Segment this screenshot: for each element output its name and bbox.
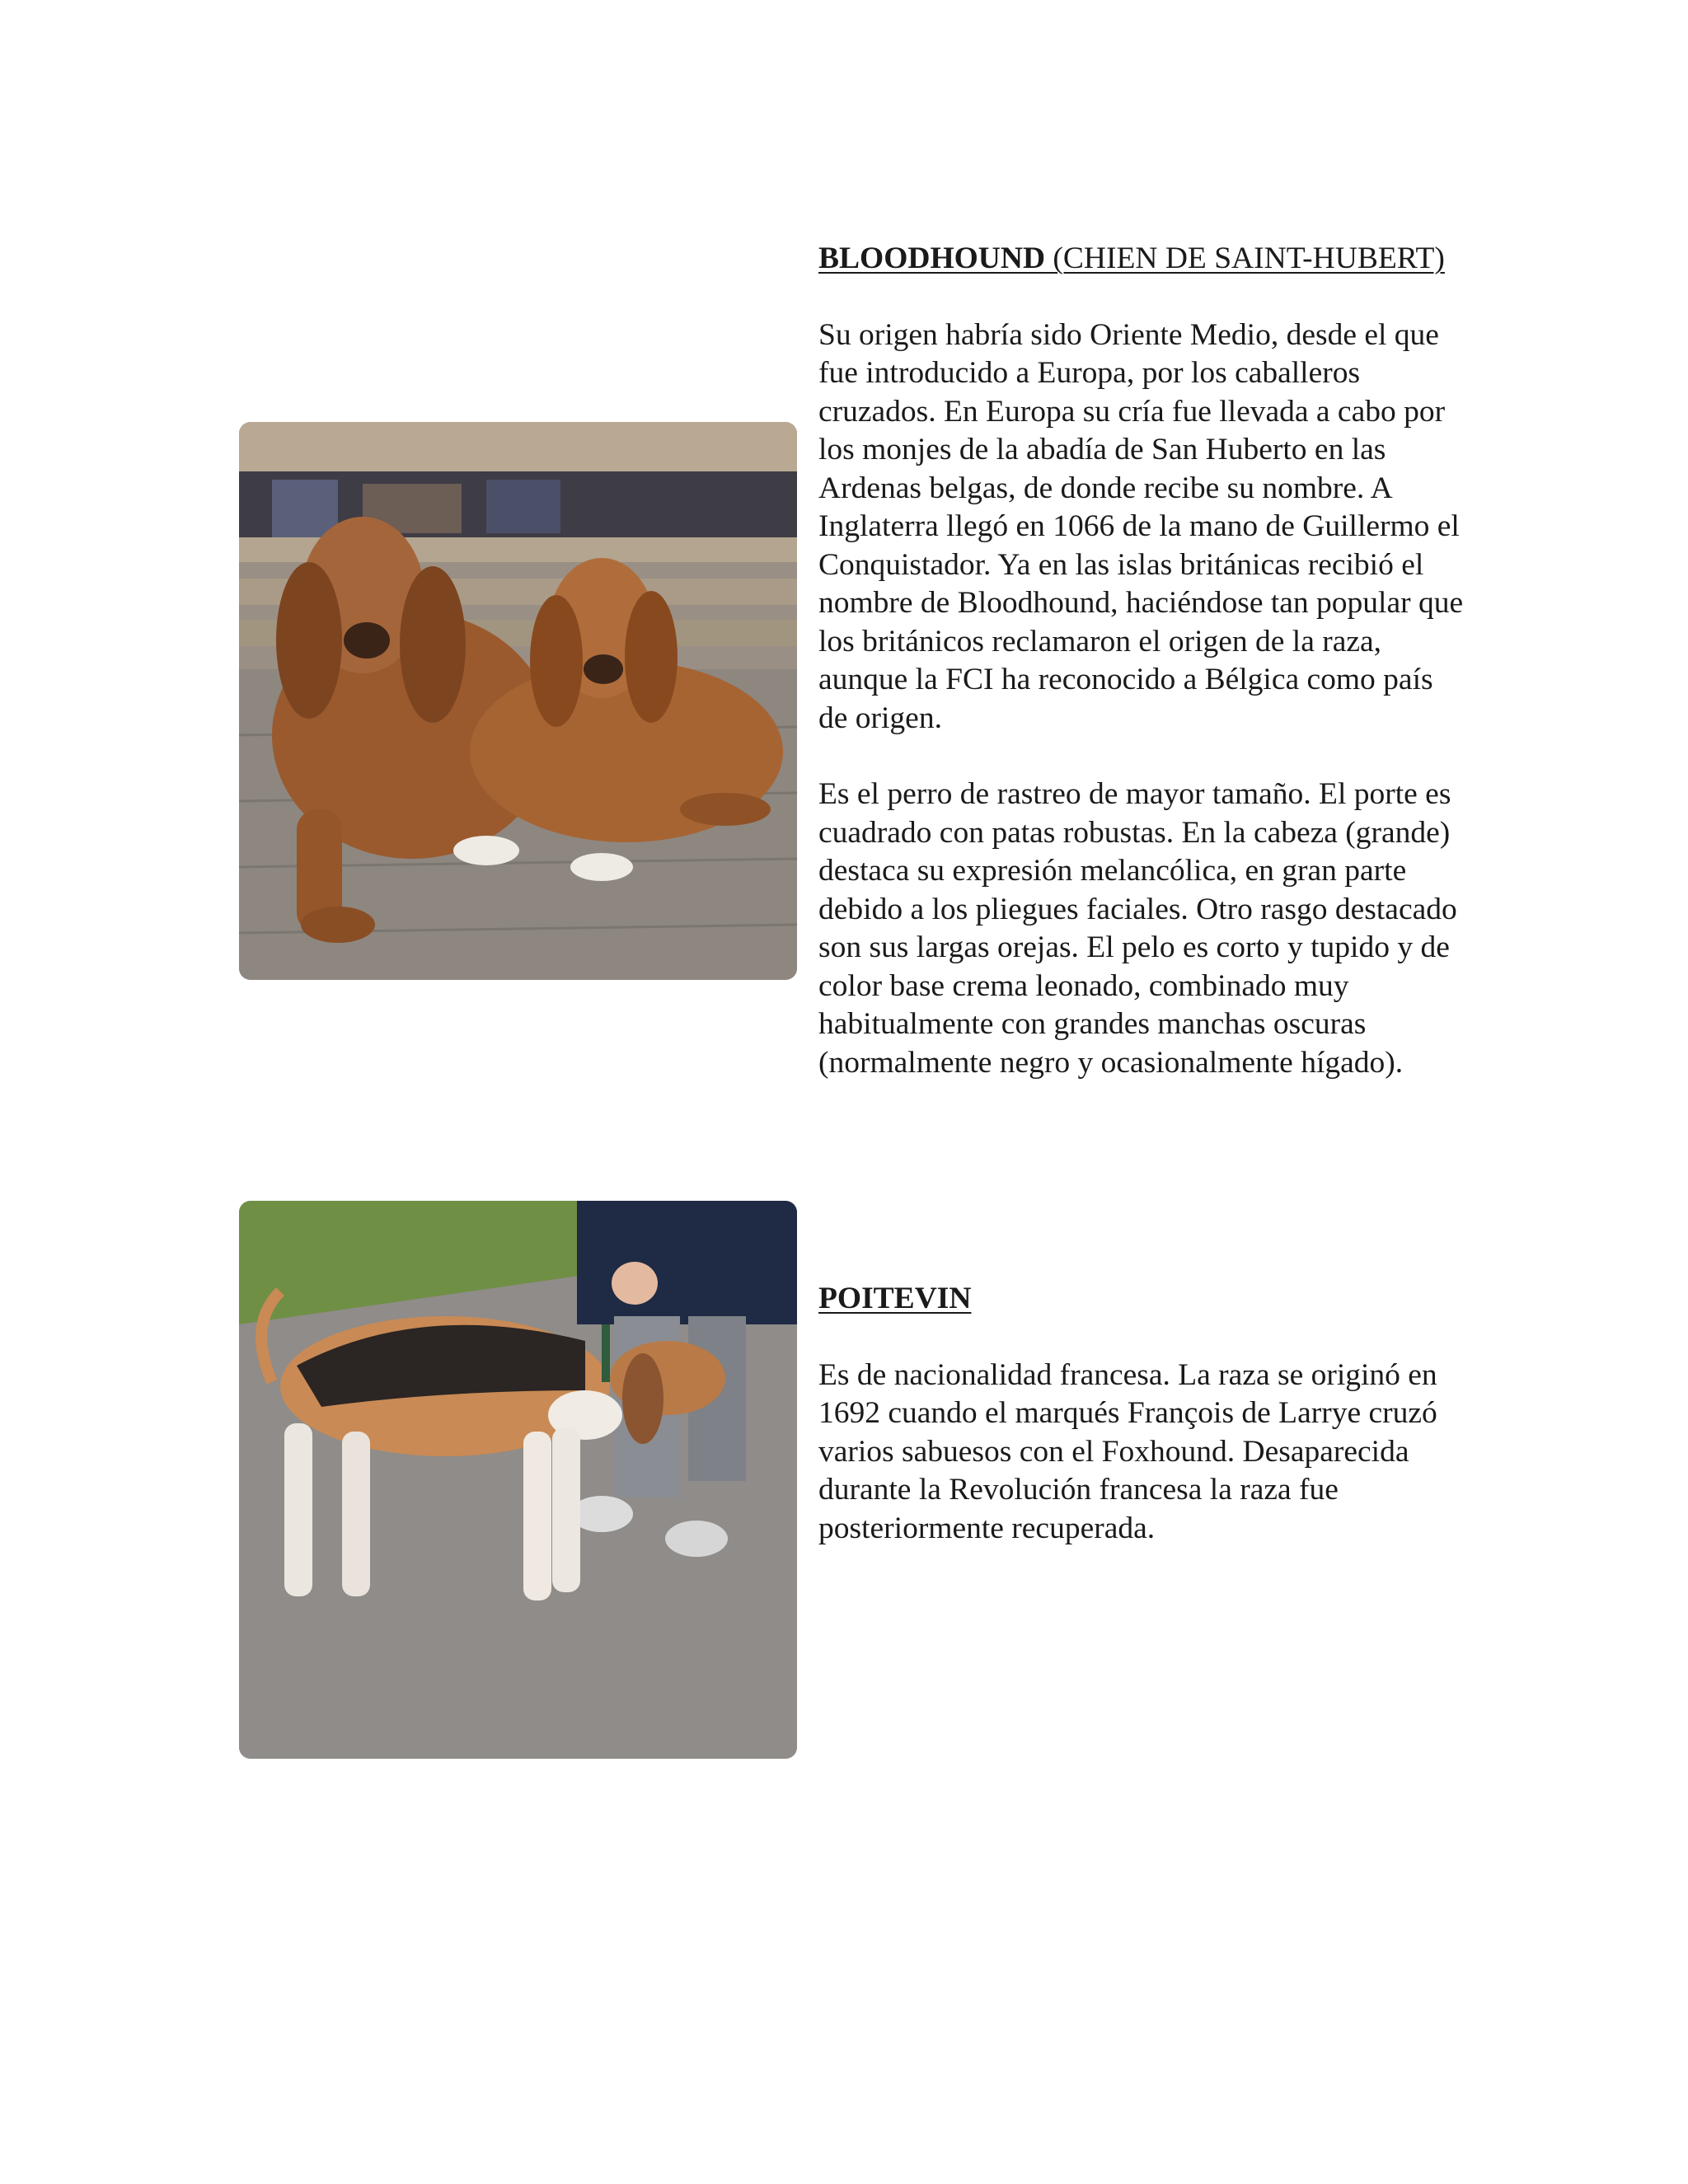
bloodhound-section [818,240,1470,1082]
bloodhound-heading-subtitle: (CHIEN DE SAINT-HUBERT) [1045,241,1445,275]
bloodhound-origin-paragraph: Su origen habría sido Oriente Medio, desde el que fue introducido a Europa, por los caballeros cruzados. En Europa su cría fue llevada a cabo por los monjes de la abadía de San Huberto en las Ardenas belgas, de donde recibe su nombre. A Inglaterra llegó en 1066 de la mano de Guillermo el Conquistador. Ya en las islas británicas recibió el nombre de Bloodhound, haciéndose tan popular que los británicos reclamaron el origen de la raza, aunque la FCI ha reconocido a Bélgica como país de origen. [818,317,1464,735]
poitevin-origin-paragraph: Es de nacionalidad francesa. La raza se originó en 1692 cuando el marqués François de Larrye cruzó varios sabuesos con el Foxhound. Desaparecida durante la Revolución francesa la raza fue posteriormente recuperada. [818,1357,1437,1545]
bloodhound-description-paragraph: Es el perro de rastreo de mayor tamaño. El porte es cuadrado con patas robustas. En la cabeza (grande) destaca su expresión melancólica, en gran parte debido a los pliegues faciales. Otro rasgo destacado son sus largas orejas. El pelo es corto y tupido y de color base crema leonado, combinado muy habitualmente con grandes manchas oscuras (normalmente negro y ocasionalmente hígado). [818,777,1457,1080]
poitevin-heading-bold: POITEVIN [818,1282,972,1315]
poitevin-photo [239,1201,797,1759]
poitevin-section [818,1280,1470,1548]
bloodhound-heading [818,240,1470,279]
poitevin-heading [818,1280,1470,1319]
bloodhound-heading-bold: BLOODHOUND [818,241,1046,275]
bloodhound-photo [239,422,797,980]
